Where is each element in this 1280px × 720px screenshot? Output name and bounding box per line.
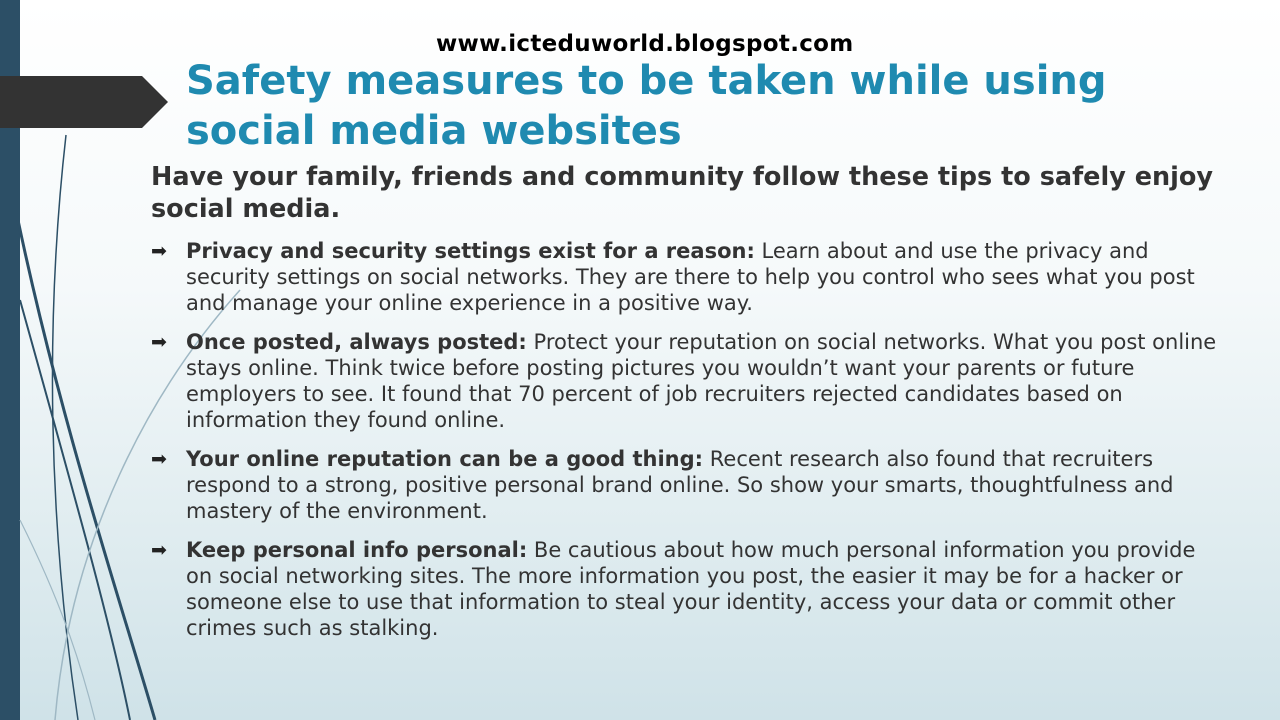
- tip-heading: Keep personal info personal:: [186, 538, 528, 562]
- tip-heading: Privacy and security settings exist for a reason:: [186, 239, 755, 263]
- tips-list: [151, 238, 1221, 654]
- tip-item: [151, 537, 1221, 641]
- tip-heading: Once posted, always posted:: [186, 330, 527, 354]
- right-arrow-icon: ➡: [151, 448, 167, 470]
- tip-item: [151, 329, 1221, 433]
- tip-text: Learn about and use the privacy and security settings on social networks. They are there to help you control who sees what you post and manage your online experience in a positive way.: [186, 239, 1195, 315]
- intro-text: Have your family, friends and community follow these tips to safely enjoy social media.: [151, 162, 1214, 224]
- right-arrow-icon: ➡: [151, 539, 167, 561]
- tip-text: Recent research also found that recruiters respond to a strong, positive personal brand online. So show your smarts, thoughtfulness and mastery of the environment.: [186, 447, 1174, 523]
- right-arrow-icon: ➡: [151, 240, 167, 262]
- tip-item: [151, 238, 1221, 316]
- tip-item: [151, 446, 1221, 524]
- title-arrow-shape: [0, 76, 168, 128]
- tip-text: Be cautious about how much personal information you provide on social networking sites. The more information you post, the easier it may be for a hacker or someone else to use that information to steal your identity, access your data or commit other crimes such as stalking.: [186, 538, 1196, 640]
- slide-title: Safety measures to be taken while using social media websites: [186, 58, 1107, 154]
- tip-text: Protect your reputation on social networks. What you post online stays online. Think twice before posting pictures you wouldn’t want your parents or future employers to see. It found that 70 percent of job recruiters rejected candidates based on information they found online.: [186, 330, 1217, 432]
- decor-curve-2: [20, 300, 130, 720]
- tip-heading: Your online reputation can be a good thing:: [186, 447, 704, 471]
- decor-curve-1: [18, 220, 155, 720]
- right-arrow-icon: ➡: [151, 331, 167, 353]
- watermark-url: www.icteduworld.blogspot.com: [436, 31, 854, 57]
